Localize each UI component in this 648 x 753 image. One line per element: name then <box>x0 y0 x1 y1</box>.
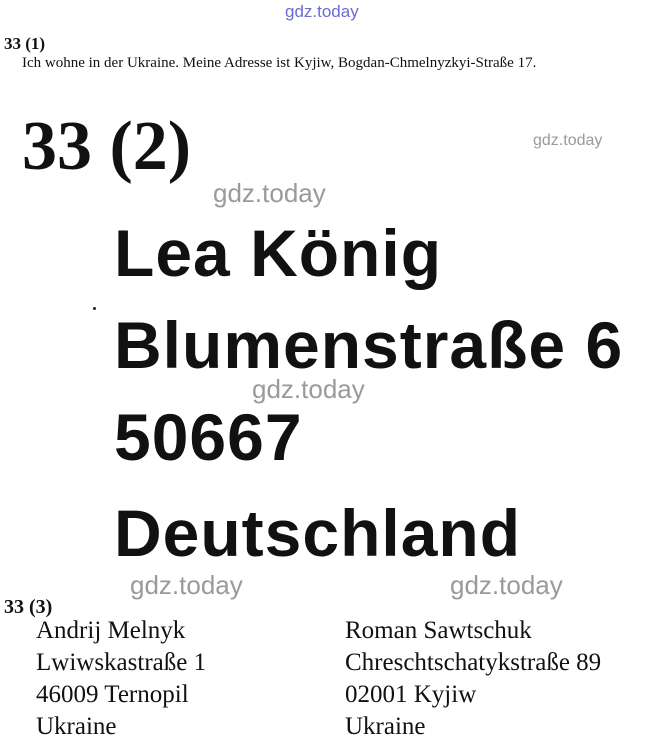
address-line-name: Lea König <box>114 216 443 290</box>
address-block-right <box>345 615 601 743</box>
watermark-top: gdz.today <box>285 2 359 21</box>
watermark-middle-1: gdz.today <box>213 178 326 208</box>
address-left-country: Ukraine <box>36 713 117 740</box>
section-3-label: 33 (3) <box>4 596 53 618</box>
watermark-bottom-right: gdz.today <box>450 570 563 600</box>
watermark-bottom-left: gdz.today <box>130 570 243 600</box>
address-block-left <box>36 615 206 743</box>
address-left-street: Lwiwskastraße 1 <box>36 649 207 676</box>
stray-dot <box>93 307 96 310</box>
address-line-street: Blumenstraße 6 <box>114 308 624 382</box>
address-line-postcode: 50667 <box>114 400 303 474</box>
address-right-country: Ukraine <box>345 713 426 740</box>
section-1-label: 33 (1) <box>4 34 46 53</box>
watermark-right: gdz.today <box>533 132 603 149</box>
address-line-country: Deutschland <box>114 496 522 570</box>
address-left-city: 46009 Ternopil <box>36 681 189 708</box>
section-2-label: 33 (2) <box>22 108 192 185</box>
address-right-city: 02001 Kyjiw <box>345 681 477 708</box>
address-right-street: Chreschtschatykstraße 89 <box>345 649 602 676</box>
address-right-name: Roman Sawtschuk <box>345 617 532 644</box>
watermark-middle-2: gdz.today <box>252 374 365 404</box>
section-1-text: Ich wohne in der Ukraine. Meine Adresse ist Kyjiw, Bogdan-Chmelnyzkyi-Straße 17. <box>22 55 537 71</box>
address-left-name: Andrij Melnyk <box>36 617 186 644</box>
